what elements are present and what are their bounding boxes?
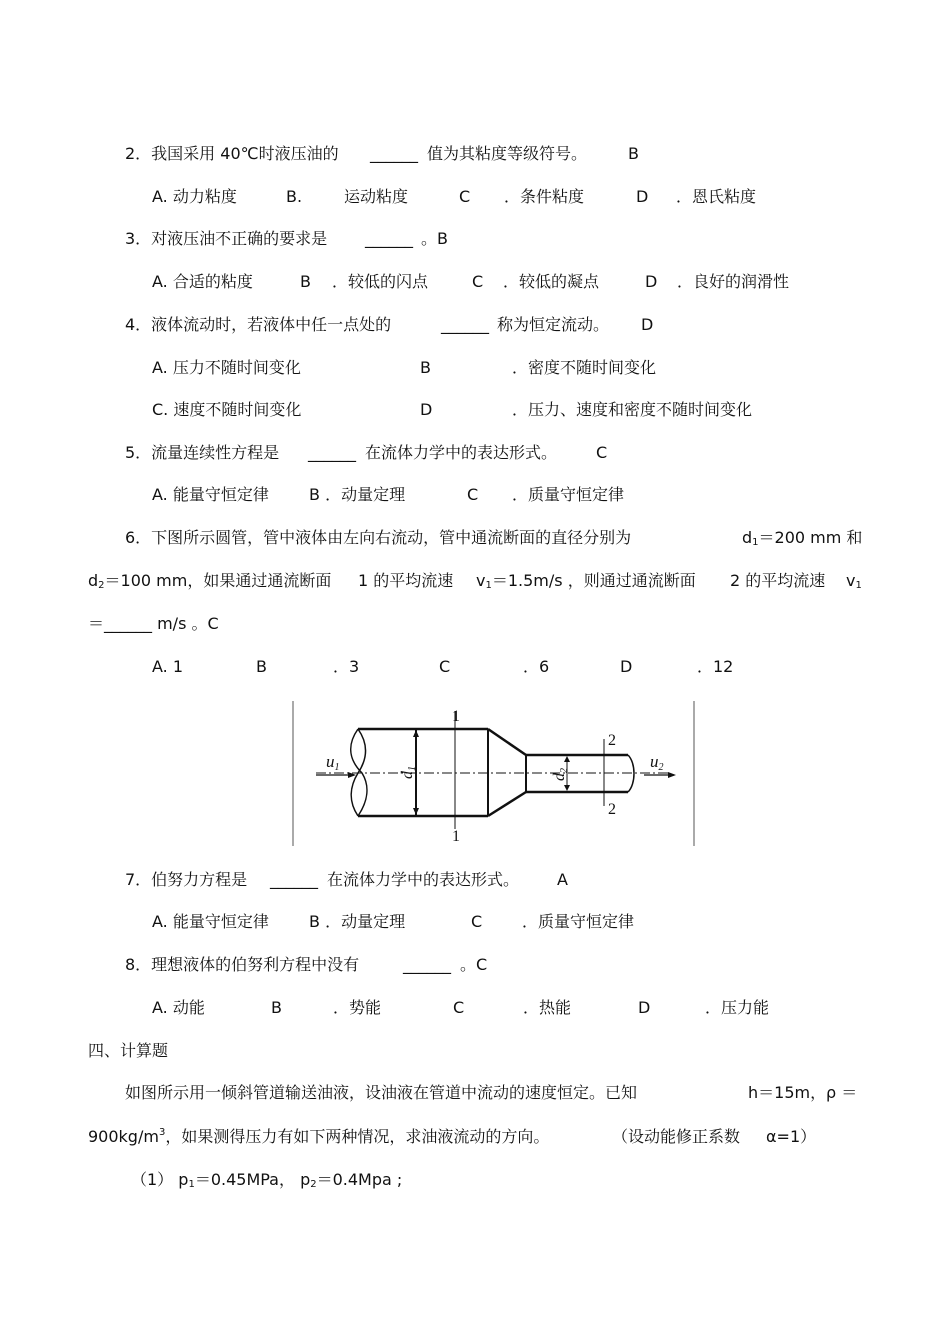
q2-option-a: A. 动力粘度 <box>152 187 237 206</box>
q8-option-d-text: ．压力能 <box>705 998 770 1017</box>
section4-alpha: α=1） <box>766 1127 817 1146</box>
q4-option-b-letter: B <box>420 358 431 377</box>
q8-option-b-text: ．势能 <box>333 998 382 1017</box>
q5-option-c-letter: C <box>467 485 479 504</box>
q8-option-a: A. 动能 <box>152 998 205 1017</box>
section4-line1: 如图所示用一倾斜管道输送油液，设油液在管道中流动的速度恒定。已知 <box>125 1083 638 1102</box>
q3-blank: ______ <box>365 229 413 248</box>
u2-label: u2 <box>650 752 664 773</box>
q2-option-d-text: ．恩氏粘度 <box>676 187 757 206</box>
section4-heading: 四、计算题 <box>88 1041 169 1060</box>
q6-line3: ＝______ m/s 。C <box>88 614 219 633</box>
q6-option-d-letter: D <box>620 657 633 676</box>
q5-tail: 在流体力学中的表达形式。 <box>365 443 558 462</box>
q2-option-b-text: 运动粘度 <box>344 187 409 206</box>
q6-v1: v1＝1.5m/s ，则通过通流断面 <box>476 571 696 591</box>
d1-label: d1 <box>399 766 418 779</box>
section4-line2: $900kg/m^3$，如果测得压力有如下两种情况，求油液流动的方向。 <box>88 1127 550 1146</box>
q2-option-d-letter: D <box>636 187 649 206</box>
q7-tail: 在流体力学中的表达形式。 <box>327 870 520 889</box>
q6-line1: 6．下图所示圆管，管中液体由左向右流动，管中通流断面的直径分别为 <box>125 528 632 547</box>
q5-stem: 5．流量连续性方程是 <box>125 443 280 462</box>
section2-bottom-label: 2 <box>608 801 616 818</box>
q5-blank: ______ <box>308 443 356 462</box>
section4-case1: （1） p1＝0.45MPa， p2＝0.4Mpa ; <box>131 1170 403 1190</box>
q7-option-b: B ．动量定理 <box>309 912 406 931</box>
q2-tail: 值为其粘度等级符号。 <box>427 144 588 163</box>
q8-tail: 。C <box>460 955 488 974</box>
q6-option-b-letter: B <box>256 657 267 676</box>
q8-option-c-text: ．热能 <box>523 998 572 1017</box>
q3-option-d-letter: D <box>645 272 658 291</box>
q3-option-a: A. 合适的粘度 <box>152 272 253 291</box>
section4-h: h＝15m， <box>748 1083 827 1102</box>
q3-option-b-letter: B <box>300 272 311 291</box>
q5-answer: C <box>596 443 608 462</box>
q8-blank: ______ <box>403 955 451 974</box>
section4-rho: ρ ＝ <box>826 1083 858 1102</box>
q2-answer: B <box>628 144 639 163</box>
q3-stem: 3．对液压油不正确的要求是 <box>125 229 328 248</box>
q6-d1: d1＝200 mm 和 <box>742 528 863 548</box>
q2-option-b-letter: B. <box>286 187 303 206</box>
q5-option-b: B ．动量定理 <box>309 485 406 504</box>
section2-top-label: 2 <box>608 732 616 749</box>
q2-option-c-letter: C <box>459 187 471 206</box>
q6-v2: v1 <box>846 571 862 591</box>
q4-option-d-text: ．压力、速度和密度不随时间变化 <box>512 400 753 419</box>
q5-option-a: A. 能量守恒定律 <box>152 485 269 504</box>
q4-option-a: A. 压力不随时间变化 <box>152 358 301 377</box>
q6-line2-section1: 1 的平均流速 <box>358 571 454 590</box>
q8-option-d-letter: D <box>638 998 651 1017</box>
section4-alpha-note: （设动能修正系数 <box>612 1127 741 1146</box>
q6-option-d-text: ．12 <box>697 657 734 676</box>
q3-option-c-letter: C <box>472 272 484 291</box>
q2-stem: 2．我国采用 40℃时液压油的 <box>125 144 339 163</box>
q7-option-a: A. 能量守恒定律 <box>152 912 269 931</box>
section1-bottom-label: 1 <box>452 828 460 845</box>
q3-option-c-text: ．较低的凝点 <box>503 272 600 291</box>
d2-label: d2 <box>551 768 570 781</box>
q5-option-c-text: ．质量守恒定律 <box>512 485 625 504</box>
q8-option-c-letter: C <box>453 998 465 1017</box>
q6-line2-section2: 2 的平均流速 <box>730 571 826 590</box>
q4-option-d-letter: D <box>420 400 433 419</box>
q8-stem: 8．理想液体的伯努利方程中没有 <box>125 955 360 974</box>
pipe-diagram <box>292 701 695 846</box>
q2-option-c-text: ．条件粘度 <box>504 187 585 206</box>
q7-stem: 7．伯努力方程是 <box>125 870 248 889</box>
q4-option-c: C. 速度不随时间变化 <box>152 400 302 419</box>
q6-option-b-text: ．3 <box>333 657 360 676</box>
q4-tail: 称为恒定流动。 <box>497 315 610 334</box>
q7-option-c-letter: C <box>471 912 483 931</box>
section1-top-label: 1 <box>452 708 460 725</box>
q6-d2: d2＝100 mm，如果通过通流断面 <box>88 571 332 591</box>
q6-option-c-text: ．6 <box>523 657 550 676</box>
q4-stem: 4．液体流动时，若液体中任一点处的 <box>125 315 392 334</box>
q8-option-b-letter: B <box>271 998 282 1017</box>
q4-option-b-text: ．密度不随时间变化 <box>512 358 657 377</box>
q6-option-c-letter: C <box>439 657 451 676</box>
q7-option-c-text: ．质量守恒定律 <box>522 912 635 931</box>
q3-tail: 。B <box>421 229 448 248</box>
q7-answer: A <box>557 870 568 889</box>
q6-option-a: A. 1 <box>152 657 184 676</box>
q4-blank: ______ <box>441 315 489 334</box>
q7-blank: ______ <box>270 870 318 889</box>
q3-option-d-text: ．良好的润滑性 <box>677 272 790 291</box>
u1-label: u1 <box>326 752 340 773</box>
q2-blank: ______ <box>370 144 418 163</box>
q3-option-b-text: ．较低的闪点 <box>332 272 429 291</box>
q4-answer: D <box>641 315 654 334</box>
